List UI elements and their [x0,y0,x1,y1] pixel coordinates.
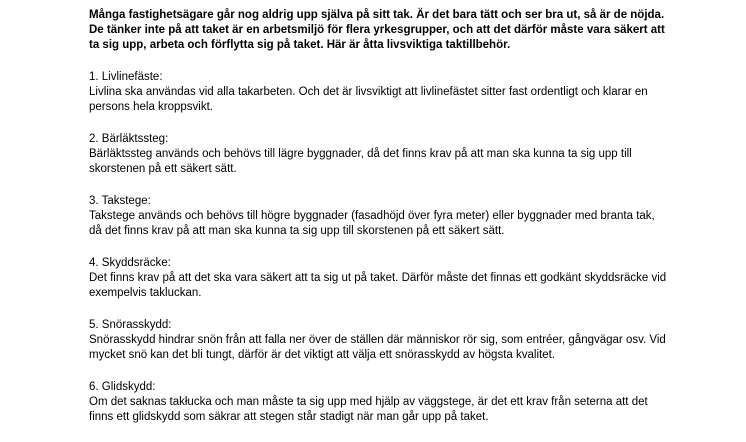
section-barlaktssteg [89,132,669,177]
section-snorasskydd [89,318,669,363]
section-body: Takstege används och behövs till högre byggnader (fasadhöjd över fyra meter) eller byggnader med branta tak, då det finns krav på att man ska kunna ta sig upp till skorstenen på ett säkert sätt. [89,210,655,237]
section-glidskydd [89,380,669,425]
section-body: Det finns krav på att det ska vara säkert att ta sig ut på taket. Därför måste det finnas ett godkänt skyddsräcke vid exempelvis takluckan. [89,272,667,299]
section-body: Om det saknas takłucka och man måste ta sig upp med hjälp av väggstege, är det ett krav från seterna att det finns ett glidskydd som säkrar att stegen står stadigt när man går upp på taket. [89,396,648,423]
intro-paragraph: Många fastighetsägare går nog aldrig upp själva på sitt tak. Är det bara tätt och ser bra ut, så är de nöjda. De tänker inte på att taket är en arbetsmiljö för flera yrkesgrupper, och att det därför måste vara säkert att ta sig upp, arbeta och förflytta sig på taket. Här är åtta livsviktiga taktillbehör. [89,9,665,51]
section-livlinefaste [89,70,669,115]
document-page [89,8,669,442]
section-skyddsracke [89,256,669,301]
section-takstege [89,194,669,239]
section-heading: 1. Livlinefäste: [89,71,163,83]
section-heading: 4. Skyddsräcke: [89,257,171,269]
section-body: Livlina ska användas vid alla takarbeten. Och det är livsviktigt att livlinefästet sitter fast ordentligt och klarar en persons hela kroppsvikt. [89,86,648,113]
section-body: Bärläktssteg används och behövs till lägre byggnader, då det finns krav på att man ska kunna ta sig upp till skorstenen på ett säkert sätt. [89,148,632,175]
section-body: Snörasskydd hindrar snön från att falla ner över de ställen där människor rör sig, som entréer, gångvägar osv. Vid mycket snö kan det bli tungt, därför är det viktigt att välja ett snörasskydd av högsta kvalitet. [89,334,666,361]
section-heading: 3. Takstege: [89,195,151,207]
section-heading: 6. Glidskydd: [89,381,156,393]
section-heading: 2. Bärläktssteg: [89,133,169,145]
section-heading: 5. Snörasskydd: [89,319,172,331]
